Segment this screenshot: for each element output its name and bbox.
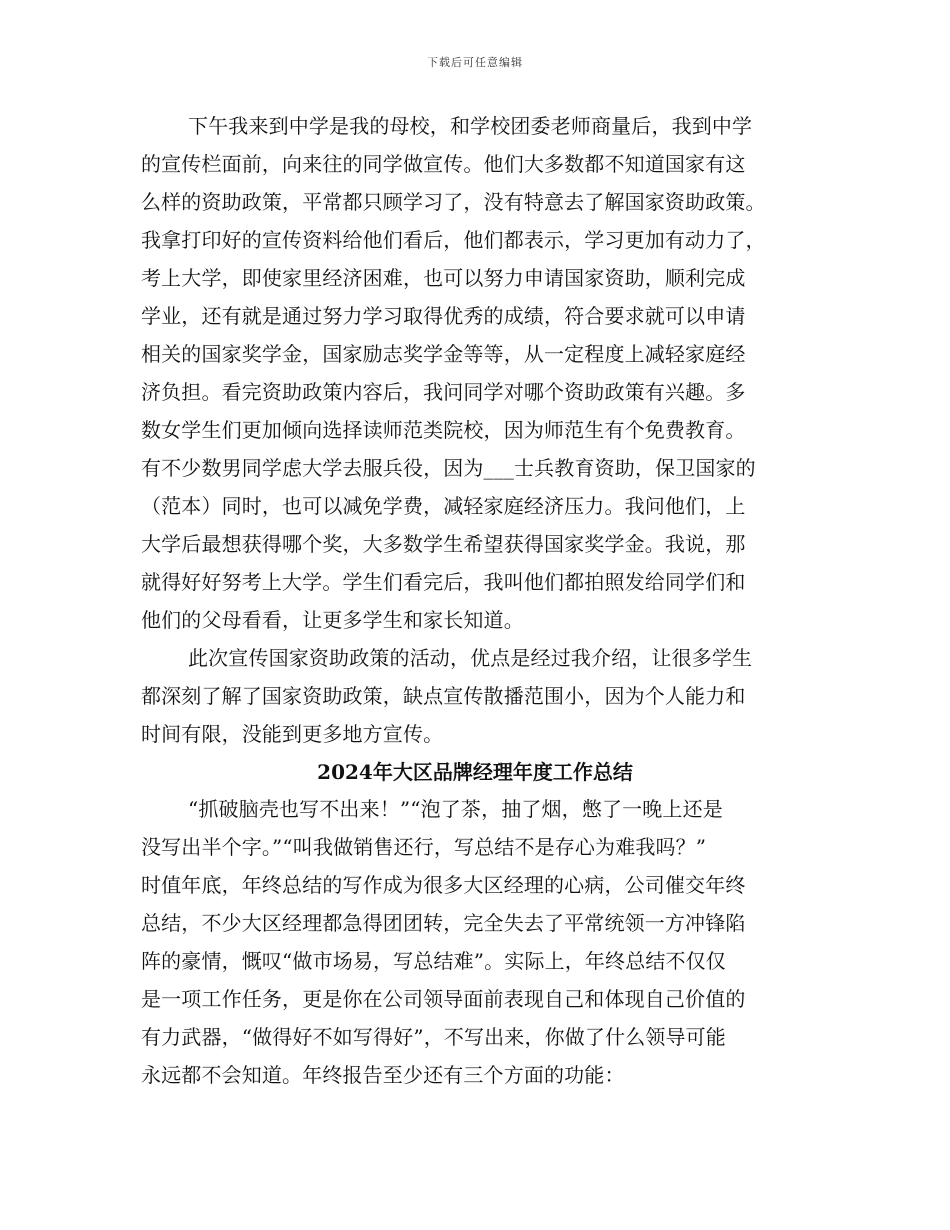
paragraph-line: 下午我来到中学是我的母校，和学校团委老师商量后，我到中学 (188, 114, 753, 138)
paragraph-line: 有力武器，“做得好不如写得好”，不写出来，你做了什么领导可能 (141, 1025, 726, 1049)
paragraph-line: “抓破脑壳也写不出来！”“泡了茶，抽了烟，憋了一晚上还是 (188, 797, 723, 821)
paragraph-line: 的宣传栏面前，向来往的同学做宣传。他们大多数都不知道国家有这 (141, 152, 746, 176)
paragraph-line: 相关的国家奖学金，国家励志奖学金等等，从一定程度上减轻家庭经 (141, 342, 746, 366)
paragraph-line: 永远都不会知道。年终报告至少还有三个方面的功能： (141, 1063, 625, 1087)
page-header: 下载后可任意编辑 (427, 56, 523, 69)
paragraph-line: 阵的豪情，慨叹“做市场易，写总结难”。实际上，年终总结不仅仅 (141, 949, 726, 973)
paragraph-line: （范本）同时，也可以减免学费，减轻家庭经济压力。我问他们，上 (141, 494, 746, 518)
paragraph-line: 就得好好努考上大学。学生们看完后，我叫他们都拍照发给同学们和 (141, 570, 746, 594)
paragraph-line: 时值年底，年终总结的写作成为很多大区经理的心病，公司催交年终 (141, 873, 746, 897)
paragraph-line: 都深刻了解了国家资助政策，缺点宣传散播范围小，因为个人能力和 (141, 684, 746, 708)
paragraph-line: 是一项工作任务，更是你在公司领导面前表现自己和体现自己价值的 (141, 987, 746, 1011)
paragraph-line: 没写出半个字。”“叫我做销售还行，写总结不是存心为难我吗？” (141, 835, 707, 859)
paragraph-line: 大学后最想获得哪个奖，大多数学生希望获得国家奖学金。我说，那 (141, 532, 746, 556)
paragraph-line: 考上大学，即使家里经济困难，也可以努力申请国家资助，顺利完成 (141, 266, 746, 290)
paragraph-line: 数女学生们更加倾向选择读师范类院校，因为师范生有个免费教育。 (141, 418, 746, 442)
paragraph-line: 此次宣传国家资助政策的活动，优点是经过我介绍，让很多学生 (188, 646, 753, 670)
paragraph-line: 么样的资助政策，平常都只顾学习了，没有特意去了解国家资助政策。 (141, 190, 766, 214)
document-title: 2024年大区品牌经理年度工作总结 (317, 760, 633, 784)
paragraph-line: 济负担。看完资助政策内容后，我问同学对哪个资助政策有兴趣。多 (141, 380, 746, 404)
paragraph-line: 我拿打印好的宣传资料给他们看后，他们都表示，学习更加有动力了， (141, 228, 766, 252)
paragraph-line: 时间有限，没能到更多地方宣传。 (141, 722, 444, 746)
paragraph-line: 总结，不少大区经理都急得团团转，完全失去了平常统领一方冲锋陷 (141, 911, 746, 935)
paragraph-line: 有不少数男同学虑大学去服兵役，因为___士兵教育资助，保卫国家的 (141, 456, 756, 480)
paragraph-line: 他们的父母看看，让更多学生和家长知道。 (141, 608, 524, 632)
paragraph-line: 学业，还有就是通过努力学习取得优秀的成绩，符合要求就可以申请 (141, 304, 746, 328)
